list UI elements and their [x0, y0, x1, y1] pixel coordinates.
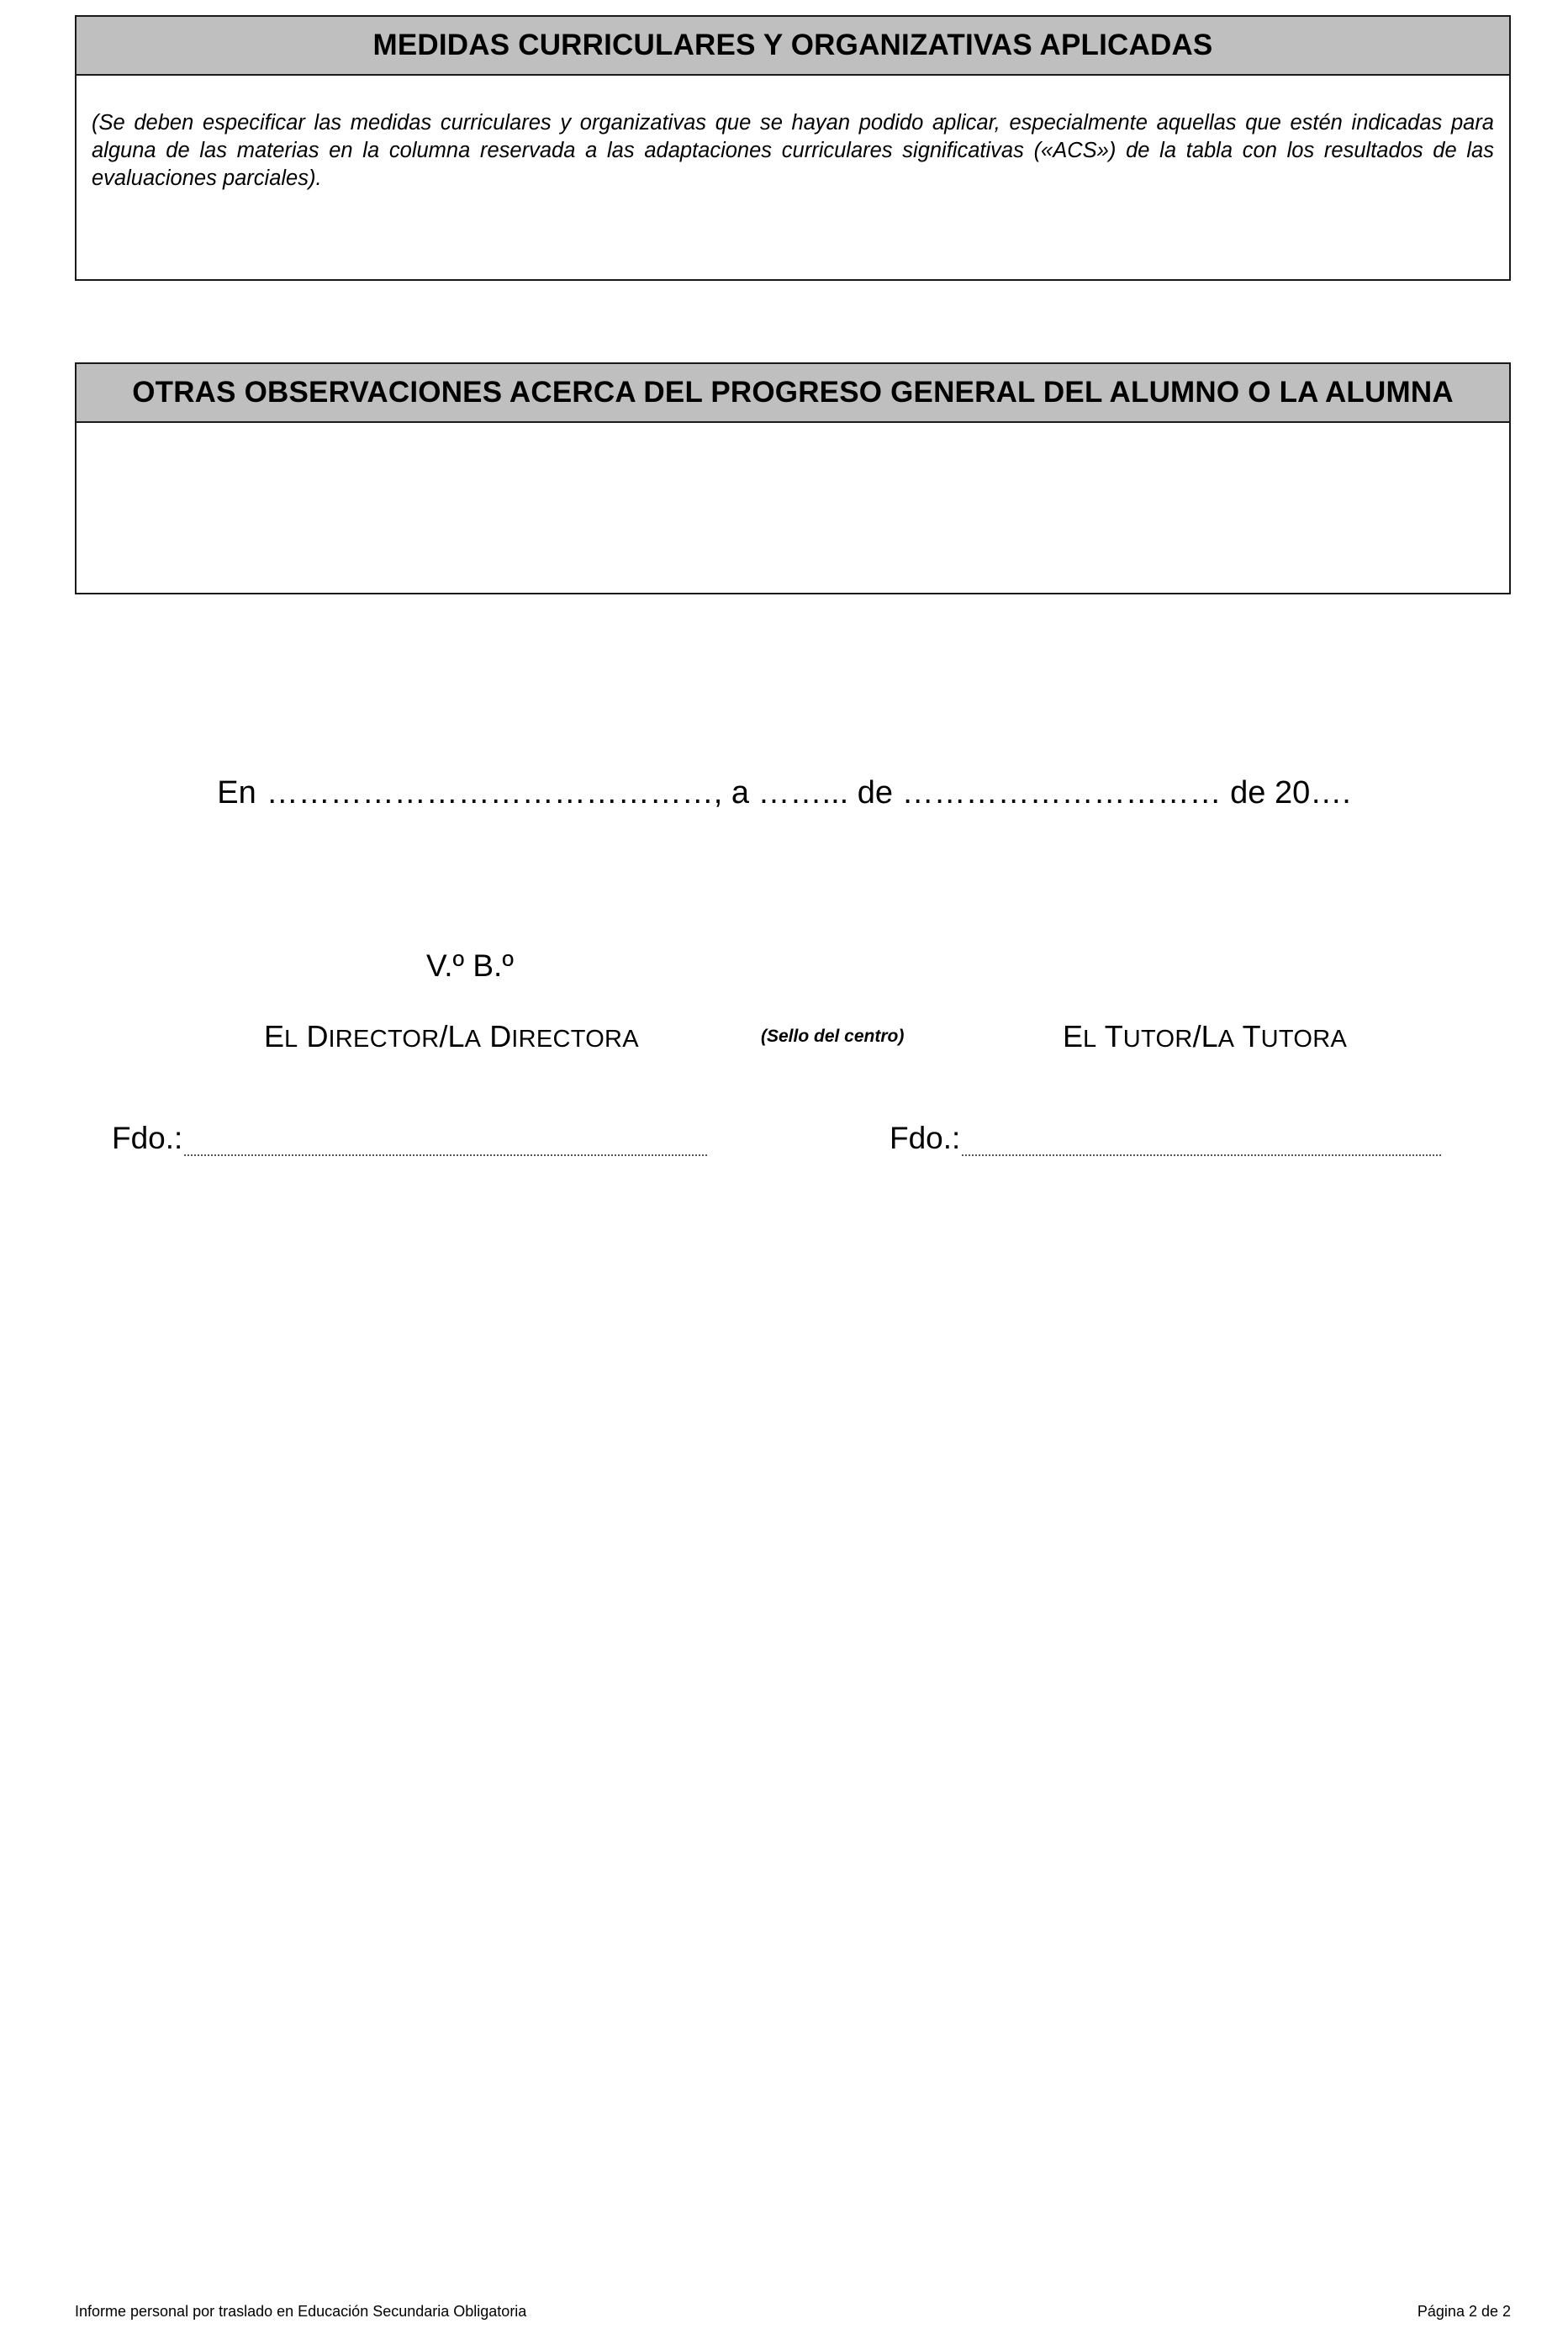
tutor-signature-line[interactable]	[962, 1122, 1441, 1156]
director-signature-line[interactable]	[184, 1122, 707, 1156]
measures-section-note: (Se deben especificar las medidas curriculares y organizativas que se hayan podido aplicar, especialmente aquellas que estén indicadas para alguna de las materias en la columna reservada a las adaptaciones curriculares significativas («ACS») de la tabla con los resultados de las evaluaciones parciales).	[92, 111, 1494, 190]
director-signature-field	[112, 1121, 707, 1156]
director-role-part: E	[264, 1019, 285, 1053]
tutor-role-part: E	[1063, 1019, 1084, 1053]
tutor-role-part: UTORA	[1260, 1026, 1348, 1053]
place-date-fields: ……………………………………, a ……... de ………………………… de 20….	[266, 775, 1351, 811]
tutor-role-label	[1063, 1019, 1347, 1054]
tutor-fdo-label: Fdo.:	[890, 1121, 961, 1155]
director-role-part: IRECTORA	[511, 1026, 639, 1053]
tutor-role-part: T	[1234, 1019, 1261, 1053]
place-date-prefix: En	[217, 775, 256, 811]
tutor-role-part: T	[1096, 1019, 1123, 1053]
place-date-line	[0, 775, 1568, 811]
director-role-part: IRECTOR	[328, 1026, 440, 1053]
tutor-role-part: A	[1217, 1026, 1235, 1053]
tutor-signature-field	[890, 1121, 1441, 1156]
tutor-role-part: /L	[1192, 1019, 1218, 1053]
director-role-part: A	[464, 1026, 482, 1053]
director-fdo-label: Fdo.:	[112, 1121, 183, 1155]
observations-section-title: OTRAS OBSERVACIONES ACERCA DEL PROGRESO GENERAL DEL ALUMNO O LA ALUMNA	[77, 364, 1509, 423]
director-role-part: /L	[439, 1019, 465, 1053]
director-role-part: L	[284, 1026, 298, 1053]
footer-document-title: Informe personal por traslado en Educación Secundaria Obligatoria	[75, 2303, 527, 2320]
director-role-label	[264, 1019, 639, 1054]
stamp-label: (Sello del centro)	[761, 1027, 905, 1046]
director-role-part: D	[298, 1019, 329, 1053]
director-role-part: D	[481, 1019, 512, 1053]
tutor-role-part: L	[1083, 1026, 1097, 1053]
observations-section	[75, 362, 1511, 594]
tutor-role-part: UTOR	[1122, 1026, 1193, 1053]
measures-section-title: MEDIDAS CURRICULARES Y ORGANIZATIVAS APLICADAS	[77, 17, 1509, 76]
vobo-label: V.º B.º	[426, 948, 514, 983]
footer-page-number: Página 2 de 2	[1417, 2303, 1511, 2320]
measures-section	[75, 15, 1511, 281]
